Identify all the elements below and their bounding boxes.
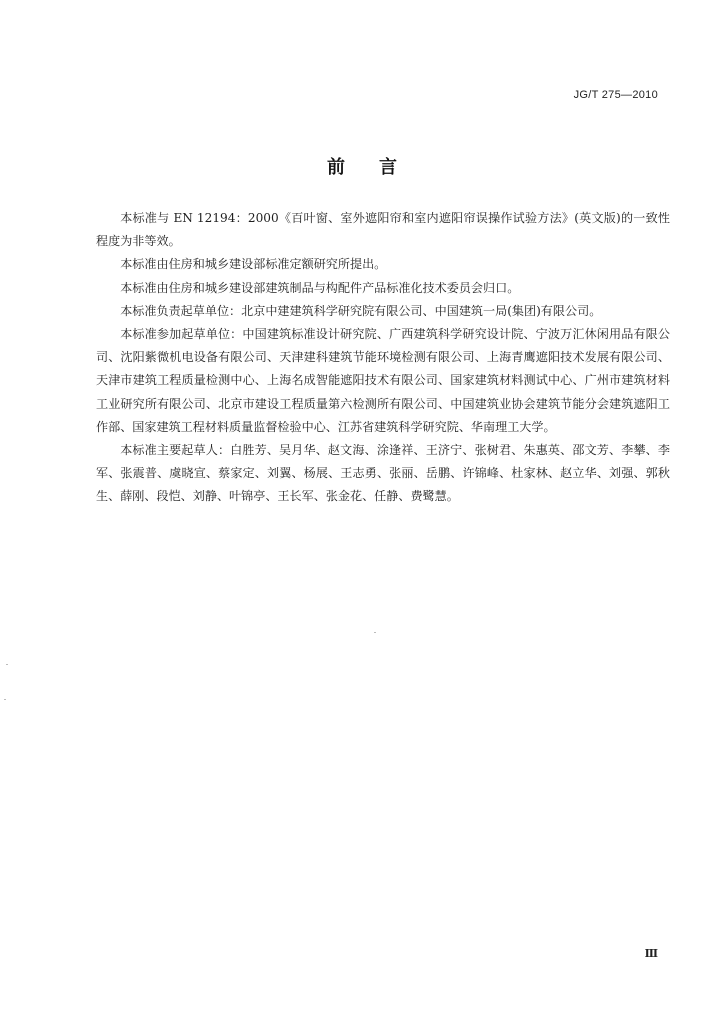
scan-speck	[374, 632, 376, 633]
paragraph-participating-units: 本标准参加起草单位：中国建筑标准设计研究院、广西建筑科学研究设计院、宁波万汇休闲用品有限公司、沈阳紫微机电设备有限公司、天津建科建筑节能环境检测有限公司、上海青鹰遮阳技术发展有限公司、天津市建筑工程质量检测中心、上海名成智能遮阳技术有限公司、国家建筑材料测试中心、广州市建筑材料工业研究所有限公司、北京市建设工程质量第六检测所有限公司、中国建筑业协会建筑节能分会建筑遮阳工作部、国家建筑工程材料质量监督检验中心、江苏省建筑科学研究院、华南理工大学。	[96, 327, 670, 434]
paragraph-proposed-by: 本标准由住房和城乡建设部标准定额研究所提出。	[120, 257, 387, 272]
page-title: 前言	[327, 157, 431, 178]
scan-speck	[6, 664, 8, 665]
paragraph-centralized-by: 本标准由住房和城乡建设部建筑制品与构配件产品标准化技术委员会归口。	[120, 280, 520, 295]
paragraph-main-drafters: 本标准主要起草人：白胜芳、吴月华、赵文海、涂逢祥、王济宁、张树君、朱惠英、邵文芳、李攀、李军、张震普、虞晓宣、蔡家定、刘翼、杨展、王志勇、张丽、岳鹏、许锦峰、杜家林、赵立华、刘强、郭秋生、薛刚、段恺、刘静、叶锦亭、王长军、张金花、任静、费鹭慧。	[96, 443, 670, 504]
page-number: Ⅲ	[644, 948, 658, 960]
standard-code: JG/T 275—2010	[573, 89, 658, 101]
foreword-body	[96, 207, 670, 509]
paragraph-equivalence: 本标准与 EN 12194：2000《百叶窗、室外遮阳帘和室内遮阳帘误操作试验方法》(英文版)的一致性程度为非等效。	[96, 211, 670, 249]
paragraph-lead-drafting-units: 本标准负责起草单位：北京中建建筑科学研究院有限公司、中国建筑一局(集团)有限公司。	[120, 303, 602, 318]
scan-speck	[4, 699, 6, 700]
